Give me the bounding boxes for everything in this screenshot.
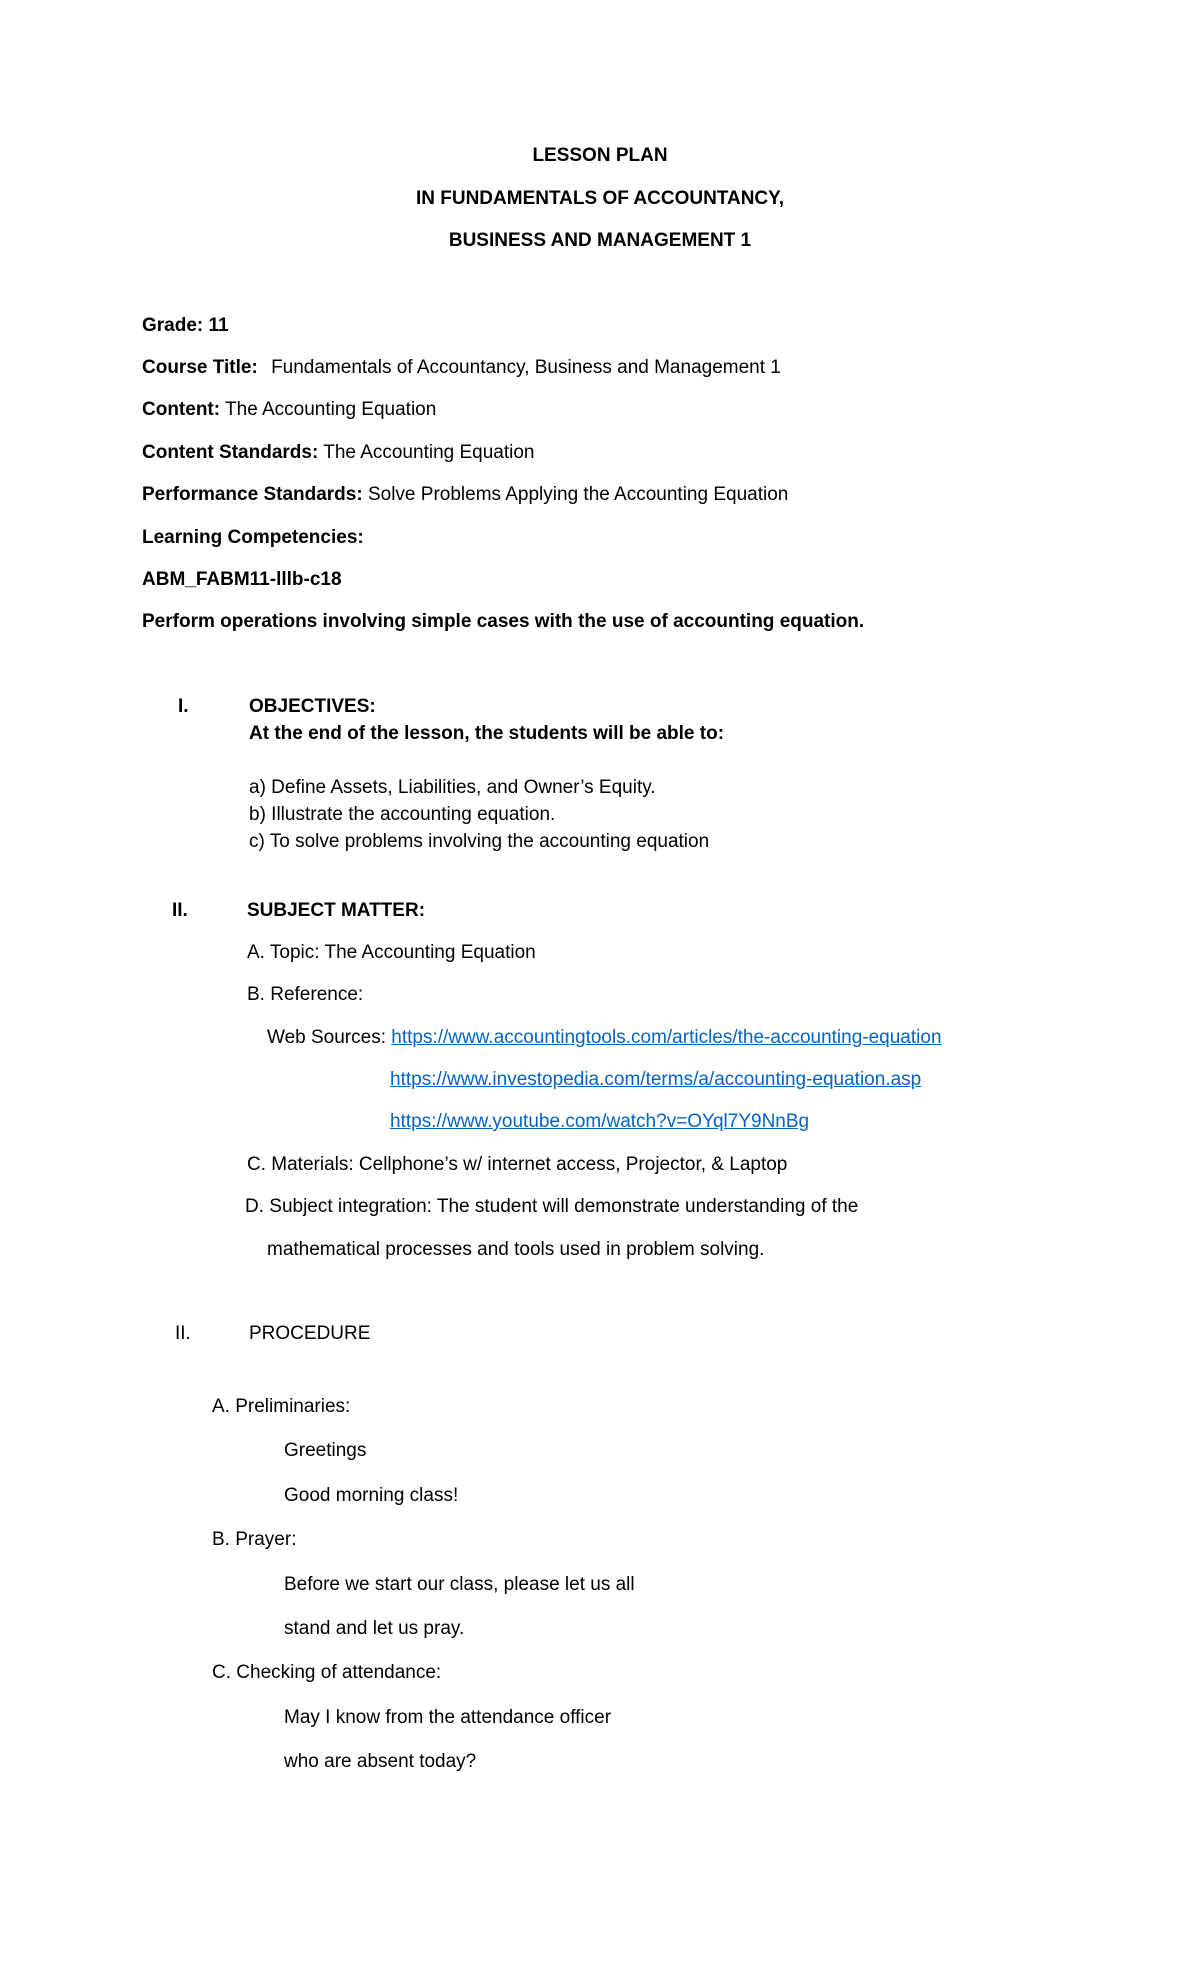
content-label: Content: (142, 399, 221, 420)
performance-standards-label: Performance Standards: (142, 484, 363, 505)
content-standards-row (142, 443, 534, 462)
preliminaries-line-2: Good morning class! (284, 1485, 459, 1506)
course-title-value: Fundamentals of Accountancy, Business and Management 1 (271, 357, 781, 378)
attendance-title: C. Checking of attendance: (212, 1662, 442, 1683)
topic-line: A. Topic: The Accounting Equation (247, 942, 536, 963)
web-sources-row (267, 1028, 942, 1047)
link-youtube[interactable]: https://www.youtube.com/watch?v=OYql7Y9NnBg (390, 1111, 810, 1132)
objective-item-a: a) Define Assets, Liabilities, and Owner’s Equity. (249, 777, 656, 798)
title-line-3: BUSINESS AND MANAGEMENT 1 (448, 230, 752, 251)
learning-competencies-label: Learning Competencies: (142, 527, 364, 548)
subject-matter-title: SUBJECT MATTER: (247, 900, 426, 921)
course-title-row (142, 358, 781, 377)
procedure-title: PROCEDURE (249, 1323, 371, 1344)
title-line-1: LESSON PLAN (532, 145, 668, 166)
competency-text: Perform operations involving simple cases with the use of accounting equation. (142, 611, 865, 632)
integration-line-1: D. Subject integration: The student will demonstrate understanding of the (245, 1196, 859, 1217)
link-investopedia[interactable]: https://www.investopedia.com/terms/a/accounting-equation.asp (390, 1069, 922, 1090)
title-line-2: IN FUNDAMENTALS OF ACCOUNTANCY, (415, 188, 784, 209)
preliminaries-line-1: Greetings (284, 1440, 367, 1461)
attendance-line-1: May I know from the attendance officer (284, 1707, 612, 1728)
objectives-title: OBJECTIVES: (249, 696, 376, 717)
content-standards-label: Content Standards: (142, 442, 319, 463)
grade-label: Grade: 11 (142, 315, 229, 336)
prayer-line-2: stand and let us pray. (284, 1618, 465, 1639)
content-row (142, 400, 436, 419)
preliminaries-title: A. Preliminaries: (212, 1396, 351, 1417)
content-standards-value: The Accounting Equation (323, 442, 535, 463)
objectives-numeral: I. (178, 696, 189, 717)
procedure-numeral: II. (175, 1323, 191, 1344)
link-accountingtools[interactable]: https://www.accountingtools.com/articles/the-accounting-equation (391, 1027, 942, 1048)
performance-standards-row (142, 485, 788, 504)
content-value: The Accounting Equation (225, 399, 437, 420)
reference-label: B. Reference: (247, 984, 364, 1005)
competency-code: ABM_FABM11-lllb-c18 (142, 569, 342, 590)
integration-line-2: mathematical processes and tools used in problem solving. (267, 1239, 765, 1260)
performance-standards-value: Solve Problems Applying the Accounting Equation (367, 484, 789, 505)
course-title-label: Course Title: (142, 357, 258, 378)
prayer-line-1: Before we start our class, please let us all (284, 1574, 635, 1595)
subject-matter-numeral: II. (172, 900, 188, 921)
materials-line: C. Materials: Cellphone’s w/ internet access, Projector, & Laptop (247, 1154, 788, 1175)
attendance-line-2: who are absent today? (284, 1751, 477, 1772)
web-sources-label: Web Sources: (267, 1027, 386, 1048)
objective-item-c: c) To solve problems involving the accounting equation (249, 831, 710, 852)
prayer-title: B. Prayer: (212, 1529, 297, 1550)
objectives-intro: At the end of the lesson, the students will be able to: (249, 723, 725, 744)
objective-item-b: b) Illustrate the accounting equation. (249, 804, 556, 825)
